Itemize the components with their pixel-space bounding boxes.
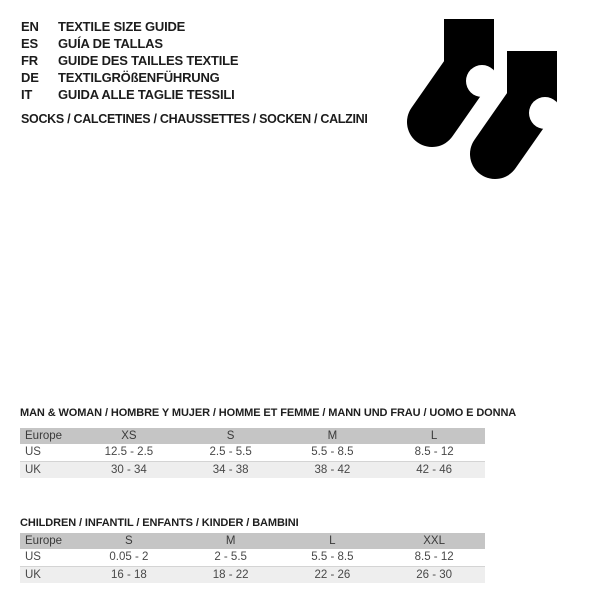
language-label: TEXTILGRÖßENFÜHRUNG [58, 70, 220, 85]
header-cell-region: Europe [25, 535, 63, 547]
size-cell: 2.5 - 5.5 [180, 444, 282, 461]
language-row-fr [21, 54, 238, 71]
header-cell-size: S [125, 535, 133, 547]
language-row-en [21, 20, 238, 37]
size-cell: 22 - 26 [282, 566, 384, 583]
language-list [21, 20, 238, 105]
language-code: DE [21, 70, 39, 85]
sock-back [432, 19, 498, 122]
language-code: FR [21, 53, 38, 68]
size-cell: 34 - 38 [180, 461, 282, 478]
size-cell: 30 - 34 [78, 461, 180, 478]
region-cell: US [20, 444, 78, 461]
table-row-uk [20, 566, 485, 583]
table-title-man-woman: MAN & WOMAN / HOMBRE Y MUJER / HOMME ET FEMME / MANN UND FRAU / UOMO E DONNA [20, 407, 517, 419]
size-table-man-woman [20, 428, 485, 478]
size-cell: 8.5 - 12 [383, 549, 485, 566]
size-table-children [20, 533, 485, 583]
language-code: EN [21, 19, 39, 34]
header-cell-size: M [225, 535, 236, 547]
size-cell: 18 - 22 [180, 566, 282, 583]
category-line: SOCKS / CALCETINES / CHAUSSETTES / SOCKEN / CALZINI [21, 112, 368, 126]
table-row-us [20, 549, 485, 566]
header-cell-size: S [226, 430, 235, 442]
size-cell: 42 - 46 [383, 461, 485, 478]
size-cell: 8.5 - 12 [383, 444, 485, 461]
socks-icon [400, 10, 565, 190]
size-cell: 5.5 - 8.5 [282, 549, 384, 566]
table-header-row [20, 428, 485, 444]
header-cell-region: Europe [25, 430, 63, 442]
table-header-row [20, 533, 485, 549]
language-row-de [21, 71, 238, 88]
language-label: GUÍA DE TALLAS [58, 36, 163, 51]
size-cell: 12.5 - 2.5 [78, 444, 180, 461]
size-cell: 16 - 18 [78, 566, 180, 583]
size-cell: 5.5 - 8.5 [282, 444, 384, 461]
size-cell: 38 - 42 [282, 461, 384, 478]
language-label: GUIDA ALLE TAGLIE TESSILI [58, 87, 235, 102]
table-row-uk [20, 461, 485, 478]
language-code: ES [21, 36, 38, 51]
size-cell: 2 - 5.5 [180, 549, 282, 566]
table-row-us [20, 444, 485, 461]
region-cell: US [20, 549, 78, 566]
language-row-es [21, 37, 238, 54]
language-code: IT [21, 87, 33, 102]
header-cell-size: XS [121, 430, 137, 442]
table-title-children: CHILDREN / INFANTIL / ENFANTS / KINDER / BAMBINI [20, 517, 299, 529]
header-cell-size: L [430, 430, 438, 442]
language-label: GUIDE DES TAILLES TEXTILE [58, 53, 239, 68]
size-cell: 26 - 30 [383, 566, 485, 583]
header-cell-size: M [327, 430, 338, 442]
sock-front [495, 45, 563, 154]
region-cell: UK [20, 566, 78, 583]
language-label: TEXTILE SIZE GUIDE [58, 19, 186, 34]
language-row-it [21, 88, 238, 105]
size-cell: 0.05 - 2 [78, 549, 180, 566]
region-cell: UK [20, 461, 78, 478]
header-cell-size: L [329, 535, 336, 547]
header-cell-size: XXL [423, 535, 445, 547]
